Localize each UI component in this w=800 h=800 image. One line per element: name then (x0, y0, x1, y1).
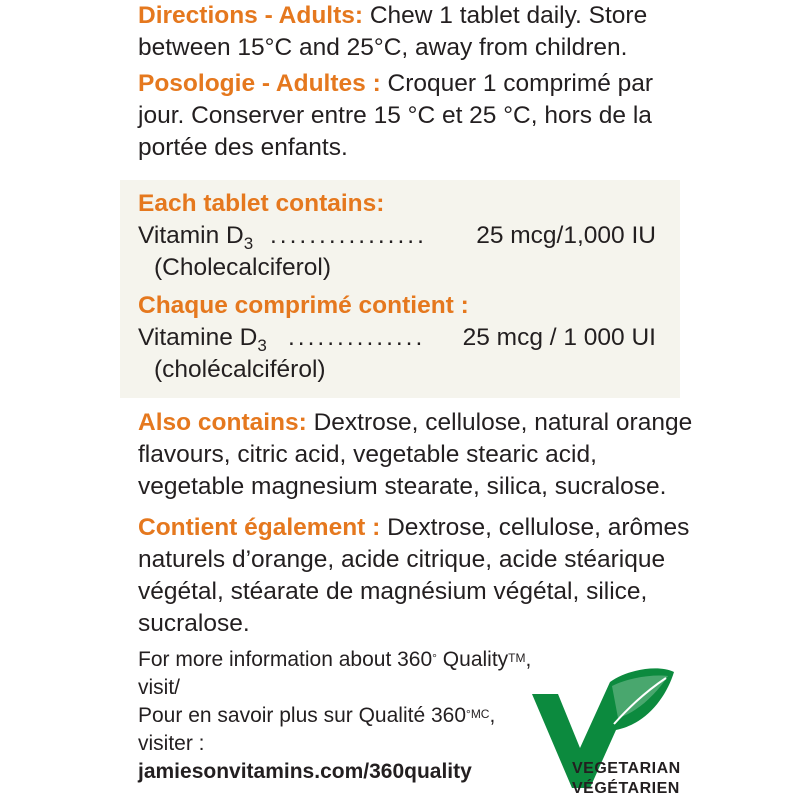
info-line-fr: Pour en savoir plus sur Qualité $360^{^\circ MC}$, visiter : (138, 704, 496, 755)
posologie-heading: Posologie - Adultes : (138, 70, 381, 97)
posologie-text: Croquer 1 comprimé par jour. Conserver entre 15 °C et 25 °C, hors de la portée des enfants. (138, 70, 654, 161)
ingredients-panel (120, 180, 680, 398)
leader-dots: .............. (288, 324, 426, 351)
also-contains-text: Dextrose, cellulose, natural orange flavours, citric acid, vegetable stearic acid, vegetable magnesium stearate, silica, sucralose. (138, 409, 693, 500)
directions-paragraph (138, 0, 698, 64)
directions-heading: Directions - Adults: (138, 2, 364, 29)
contient-text: Dextrose, cellulose, arômes naturels d’orange, acide citrique, acide stéarique végétal, stéarate de magnésium végétal, silice, sucralose. (138, 514, 690, 637)
vitamine-d-source: (cholécalciférol) (154, 356, 326, 383)
chaque-comprime-heading: Chaque comprimé contient : (138, 292, 469, 319)
info-line-en: For more information about 360° Quality™, visit/ (138, 648, 532, 699)
vitamine-d-amount: 25 mcg / 1 000 UI (462, 324, 656, 351)
posologie-section (138, 68, 698, 164)
vitamin-d-source: (Cholecalciferol) (154, 254, 332, 281)
vitamine-d-name: Vitamine $D_3$ (138, 324, 267, 355)
leader-dots: ................ (270, 222, 427, 249)
vegetarien-label: VÉGÉTARIEN (572, 780, 680, 797)
contient-section (138, 512, 698, 640)
quality-url-link[interactable]: jamiesonvitamins.com/360quality (138, 760, 472, 783)
posologie-paragraph (138, 68, 698, 164)
contient-paragraph (138, 512, 698, 640)
vitamin-d-name: Vitamin $D_3$ (138, 222, 254, 253)
also-contains-heading: Also contains: (138, 409, 307, 436)
contient-heading: Contient également : (138, 514, 381, 541)
quality-info (138, 646, 538, 786)
each-tablet-heading: Each tablet contains: (138, 190, 385, 217)
vitamin-d-row (138, 220, 668, 252)
also-contains-paragraph (138, 407, 698, 503)
directions-text: Chew 1 tablet daily. Store between 15°C and 25°C, away from children. (138, 2, 648, 61)
vegetarian-label: VEGETARIAN (572, 760, 681, 777)
directions-section (138, 0, 698, 64)
vitamin-d-amount: 25 mcg/1,000 IU (476, 222, 656, 249)
also-contains-section (138, 407, 698, 503)
vitamine-d-row (138, 322, 668, 354)
